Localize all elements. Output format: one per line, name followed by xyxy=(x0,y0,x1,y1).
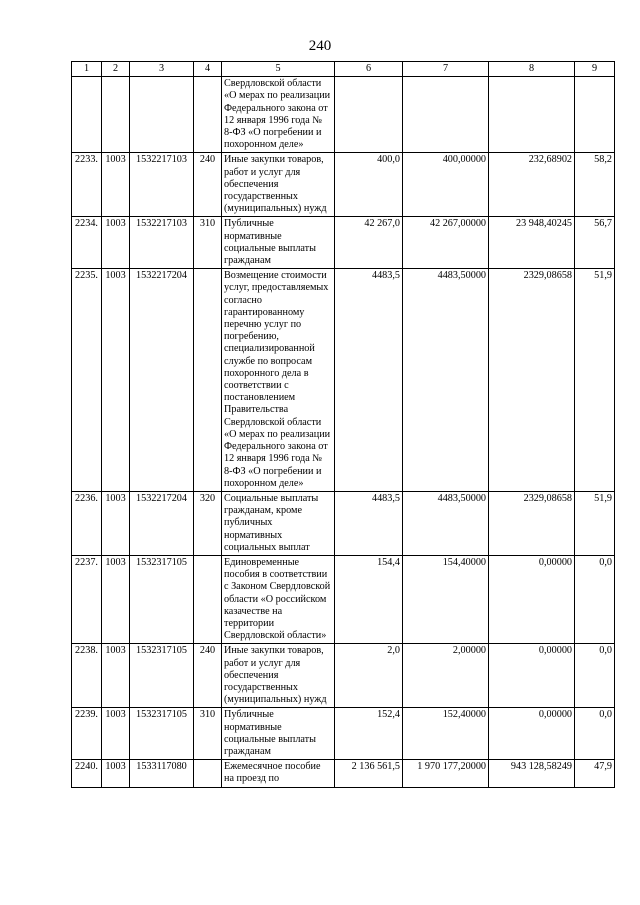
table-row xyxy=(72,760,615,787)
description-cell: Иные закупки товаров, работ и услуг для обеспечения государственных (муниципальных) нужд xyxy=(222,644,335,708)
executed-amount-cell xyxy=(489,77,575,153)
executed-amount-cell: 0,00000 xyxy=(489,555,575,643)
target-code-cell xyxy=(130,77,194,153)
approved-amount-cell: 154,40000 xyxy=(403,555,489,643)
percent-cell: 51,9 xyxy=(575,491,615,555)
row-number-cell xyxy=(72,77,102,153)
planned-amount-cell: 2,0 xyxy=(335,644,403,708)
table-row xyxy=(72,644,615,708)
planned-amount-cell: 400,0 xyxy=(335,153,403,217)
planned-amount-cell: 42 267,0 xyxy=(335,217,403,269)
row-number-cell: 2240. xyxy=(72,760,102,787)
section-code-cell: 1003 xyxy=(102,760,130,787)
approved-amount-cell: 2,00000 xyxy=(403,644,489,708)
executed-amount-cell: 2329,08658 xyxy=(489,491,575,555)
table-row xyxy=(72,217,615,269)
target-code-cell: 1532217204 xyxy=(130,269,194,492)
percent-cell: 0,0 xyxy=(575,644,615,708)
executed-amount-cell: 2329,08658 xyxy=(489,269,575,492)
row-number-cell: 2234. xyxy=(72,217,102,269)
target-code-cell: 1532217103 xyxy=(130,153,194,217)
description-cell: Публичные нормативные социальные выплаты гражданам xyxy=(222,708,335,760)
row-number-cell: 2236. xyxy=(72,491,102,555)
percent-cell: 56,7 xyxy=(575,217,615,269)
target-code-cell: 1532317105 xyxy=(130,708,194,760)
approved-amount-cell xyxy=(403,77,489,153)
section-code-cell: 1003 xyxy=(102,708,130,760)
header-row xyxy=(72,62,615,77)
page-number: 240 xyxy=(308,38,332,54)
description-cell: Ежемесячное пособие на проезд по xyxy=(222,760,335,787)
planned-amount-cell xyxy=(335,77,403,153)
target-code-cell: 1533117080 xyxy=(130,760,194,787)
expense-type-cell xyxy=(194,77,222,153)
budget-table xyxy=(71,61,615,788)
column-header: 9 xyxy=(575,62,615,77)
planned-amount-cell: 2 136 561,5 xyxy=(335,760,403,787)
table-row xyxy=(72,708,615,760)
target-code-cell: 1532317105 xyxy=(130,555,194,643)
executed-amount-cell: 0,00000 xyxy=(489,644,575,708)
approved-amount-cell: 4483,50000 xyxy=(403,491,489,555)
expense-type-cell xyxy=(194,555,222,643)
target-code-cell: 1532317105 xyxy=(130,644,194,708)
expense-type-cell: 310 xyxy=(194,217,222,269)
row-number-cell: 2235. xyxy=(72,269,102,492)
approved-amount-cell: 4483,50000 xyxy=(403,269,489,492)
column-header: 2 xyxy=(102,62,130,77)
section-code-cell: 1003 xyxy=(102,269,130,492)
table-row xyxy=(72,491,615,555)
expense-type-cell xyxy=(194,760,222,787)
section-code-cell: 1003 xyxy=(102,491,130,555)
column-header: 8 xyxy=(489,62,575,77)
table-row xyxy=(72,269,615,492)
approved-amount-cell: 1 970 177,20000 xyxy=(403,760,489,787)
column-header: 6 xyxy=(335,62,403,77)
percent-cell: 0,0 xyxy=(575,708,615,760)
planned-amount-cell: 4483,5 xyxy=(335,491,403,555)
percent-cell: 47,9 xyxy=(575,760,615,787)
description-cell: Возмещение стоимости услуг, предоставляемых согласно гарантированному перечню услуг по погребению, специализированной службе по вопросам похоронного дела в соответствии с постановлением Правительства Свердловской области «О мерах по реализации Федерального закона от 12 января 1996 года № 8-ФЗ «О погребении и похоронном деле» xyxy=(222,269,335,492)
column-header: 4 xyxy=(194,62,222,77)
row-number-cell: 2239. xyxy=(72,708,102,760)
percent-cell: 51,9 xyxy=(575,269,615,492)
column-header: 3 xyxy=(130,62,194,77)
description-cell: Единовременные пособия в соответствии с Законом Свердловской области «О российском казачестве на территории Свердловской области» xyxy=(222,555,335,643)
section-code-cell xyxy=(102,77,130,153)
percent-cell: 58,2 xyxy=(575,153,615,217)
column-header: 5 xyxy=(222,62,335,77)
percent-cell xyxy=(575,77,615,153)
description-cell: Публичные нормативные социальные выплаты гражданам xyxy=(222,217,335,269)
table-row xyxy=(72,555,615,643)
expense-type-cell: 240 xyxy=(194,644,222,708)
section-code-cell: 1003 xyxy=(102,153,130,217)
row-number-cell: 2233. xyxy=(72,153,102,217)
description-cell: Социальные выплаты гражданам, кроме публичных нормативных социальных выплат xyxy=(222,491,335,555)
expense-type-cell xyxy=(194,269,222,492)
executed-amount-cell: 232,68902 xyxy=(489,153,575,217)
column-header: 1 xyxy=(72,62,102,77)
column-header: 7 xyxy=(403,62,489,77)
description-cell: Свердловской области «О мерах по реализации Федерального закона от 12 января 1996 года № 8-ФЗ «О погребении и похоронном деле» xyxy=(222,77,335,153)
planned-amount-cell: 152,4 xyxy=(335,708,403,760)
row-number-cell: 2238. xyxy=(72,644,102,708)
executed-amount-cell: 0,00000 xyxy=(489,708,575,760)
planned-amount-cell: 154,4 xyxy=(335,555,403,643)
approved-amount-cell: 152,40000 xyxy=(403,708,489,760)
table-row xyxy=(72,77,615,153)
target-code-cell: 1532217204 xyxy=(130,491,194,555)
approved-amount-cell: 400,00000 xyxy=(403,153,489,217)
description-cell: Иные закупки товаров, работ и услуг для обеспечения государственных (муниципальных) нужд xyxy=(222,153,335,217)
percent-cell: 0,0 xyxy=(575,555,615,643)
expense-type-cell: 320 xyxy=(194,491,222,555)
table-row xyxy=(72,153,615,217)
expense-type-cell: 310 xyxy=(194,708,222,760)
executed-amount-cell: 23 948,40245 xyxy=(489,217,575,269)
section-code-cell: 1003 xyxy=(102,644,130,708)
executed-amount-cell: 943 128,58249 xyxy=(489,760,575,787)
section-code-cell: 1003 xyxy=(102,217,130,269)
target-code-cell: 1532217103 xyxy=(130,217,194,269)
approved-amount-cell: 42 267,00000 xyxy=(403,217,489,269)
section-code-cell: 1003 xyxy=(102,555,130,643)
planned-amount-cell: 4483,5 xyxy=(335,269,403,492)
expense-type-cell: 240 xyxy=(194,153,222,217)
row-number-cell: 2237. xyxy=(72,555,102,643)
